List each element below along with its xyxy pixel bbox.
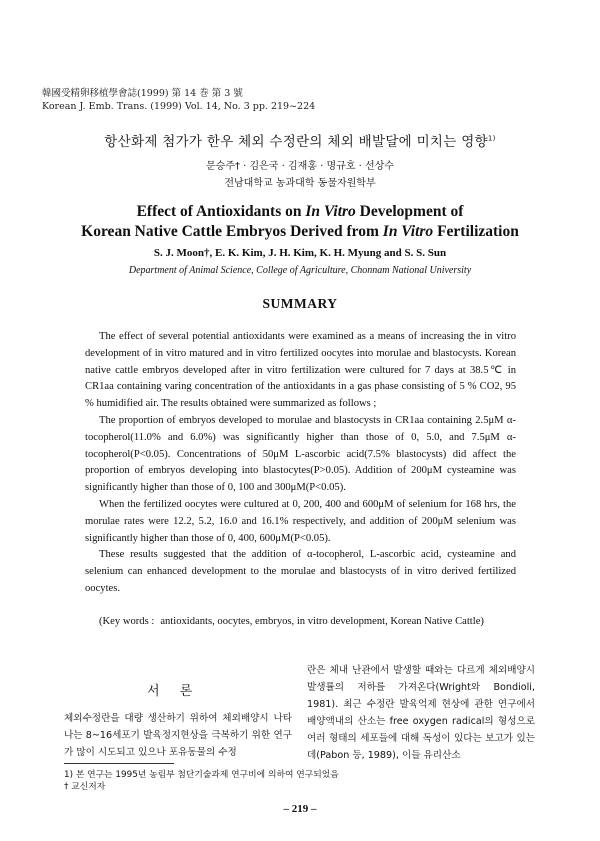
right-column-text: 란은 체내 난관에서 발생할 때와는 다르게 체외배양시 발생률의 저하를 가져온다(Wright와 Bondioli, 1981). 최근 수정란 발육억제 현상에 관한 연구에서 배양액내의 산소는 free oxygen radical의 형성으로 여러 형태의 세포들에 대해 독성이 있다는 보고가 있는데(Pabon 등, 1989), 이들 유리산소 xyxy=(307,665,535,761)
left-column-text: 체외수정란을 대량 생산하기 위하여 체외배양시 나타나는 8~16세포기 발육정지현상을 극복하기 위한 연구가 많이 시도되고 있으나 포유동물의 수정 xyxy=(64,713,292,758)
footnote-corresponding: † 교신저자 xyxy=(64,782,106,792)
keywords-block xyxy=(99,614,519,631)
korean-title-text: 항산화제 첨가가 한우 체외 수정란의 체외 배발달에 미치는 영향 xyxy=(104,134,488,150)
english-affiliation: Department of Animal Science, College of Agriculture, Chonnam National University xyxy=(128,265,472,276)
section-heading: 서 론 xyxy=(147,684,201,699)
page-number: – 219 – xyxy=(283,803,317,815)
title-italic: In Vitro xyxy=(305,203,356,220)
title-part: Effect of Antioxidants on xyxy=(136,203,306,220)
summary-paragraph-1: The effect of several potential antioxidants were examined as a means of increasing the in vitro development of in vitro matured and in vitro fertilized oocytes into morulae and blastocysts. Korean native cattle embryos developed after in vitro fertilization were cultured for 7 days at 38.5℃ in CR1aa containing varing concentration of the antioxidants in a gas phase consisting of 5 % CO2, 95 % humidified air. The results obtained were summarized as follows ; xyxy=(85,331,516,410)
summary-heading: SUMMARY xyxy=(262,296,338,311)
journal-header-korean: 韓國受精卵移植學會誌(1999) 第 14 巻 第 3 號 xyxy=(42,88,243,99)
title-part: Development of xyxy=(355,203,464,220)
summary-paragraph-3: When the fertilized oocytes were cultured at 0, 200, 400 and 600μM of selenium for 168 hrs, the morulae rates were 12.2, 5.2, 16.0 and 16.1% respectively, and addition of 200μM selenium was significantly higher than those of 0, 400, 600μM(P<0.05). xyxy=(85,498,516,544)
korean-title xyxy=(0,130,600,150)
english-authors: S. J. Moon†, E. K. Kim, J. H. Kim, K. H. Myung and S. S. Sun xyxy=(153,247,447,259)
summary-paragraph-4: These results suggested that the addition of α-tocopherol, L-ascorbic acid, cysteamine and selenium can enhanced development to the morulae and blastocysts of in vitro derived fertilized oocytes. xyxy=(85,549,516,594)
korean-authors: 문승주† · 김은국 · 김재홍 · 명규호 · 선상수 xyxy=(205,161,395,172)
english-title-line1 xyxy=(0,203,600,221)
footnote-funding: 1) 본 연구는 1995년 농림부 첨단기술과제 연구비에 의하여 연구되었음 xyxy=(64,770,339,780)
title-italic: In Vitro xyxy=(382,223,434,240)
summary-paragraph-2: The proportion of embryos developed to morulae and blastocysts in CR1aa containing 2.5μM α-tocopherol(11.0% and 6.0%) was significantly higher than those of 0, 5.0, and 7.5μM α-tocopherol(P<0.05). Concentrations of 50μM L-ascorbic acid(7.5% blastocysts) did affect the proportion of embryos developing into blastocytes(P>0.05). Addition of 200μM cysteamine was significantly higher than those of 0, 100 and 300μM(P<0.05). xyxy=(85,414,516,494)
title-part: Fertilization xyxy=(433,223,519,240)
title-part: Korean Native Cattle Embryos Derived from xyxy=(81,223,383,240)
korean-affiliation: 전남대학교 농과대학 동물자원학부 xyxy=(224,178,376,189)
footnote-divider xyxy=(64,763,174,764)
summary-body xyxy=(85,329,516,598)
english-title-line2 xyxy=(0,223,600,241)
title-footnote-mark: 1) xyxy=(487,134,496,143)
journal-header-english: Korean J. Emb. Trans. (1999) Vol. 14, No. 3 pp. 219~224 xyxy=(42,101,316,112)
keywords-label: (Key words : xyxy=(99,616,155,627)
keywords-text: antioxidants, oocytes, embryos, in vitro development, Korean Native Cattle) xyxy=(160,616,484,627)
